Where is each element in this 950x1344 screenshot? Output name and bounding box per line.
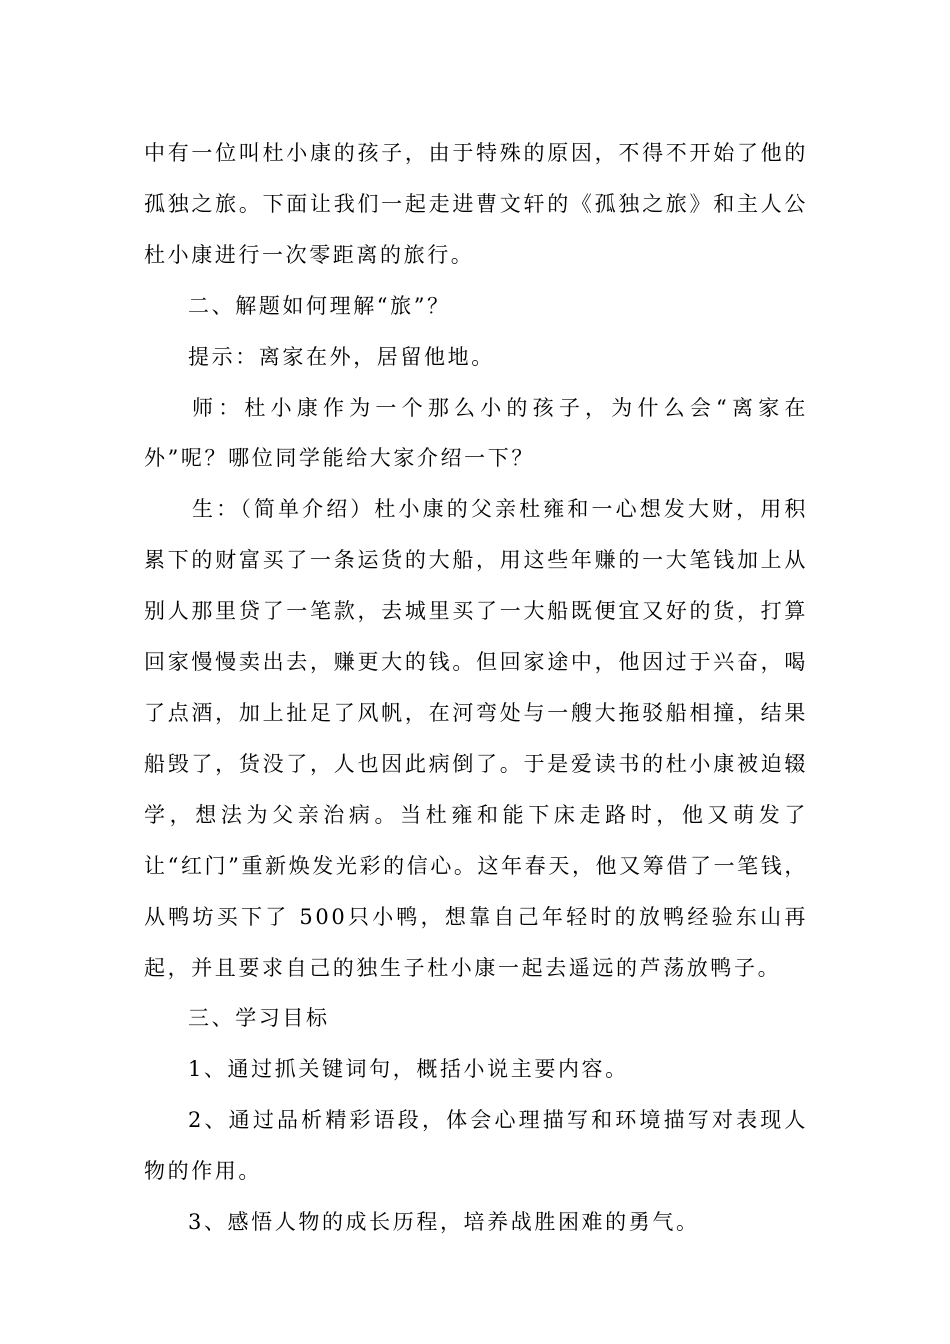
document-body (144, 128, 808, 1248)
paragraph-intro: 中有一位叫杜小康的孩子，由于特殊的原因，不得不开始了他的孤独之旅。下面让我们一起走进曹文轩的《孤独之旅》和主人公杜小康进行一次零距离的旅行。 (144, 141, 808, 267)
learning-goal-3: 3、感悟人物的成长历程，培养战胜困难的勇气。 (188, 1210, 700, 1235)
section-heading-learning-goals: 三、学习目标 (188, 1006, 330, 1031)
paragraph-hint: 提示：离家在外，居留他地。 (188, 344, 495, 369)
learning-goal-2: 2、通过品析精彩语段，体会心理描写和环境描写对表现人物的作用。 (144, 1108, 808, 1184)
learning-goal-1: 1、通过抓关键词句，概括小说主要内容。 (188, 1057, 629, 1082)
paragraph-student-answer: 生：（简单介绍）杜小康的父亲杜雍和一心想发大财，用积累下的财富买了一条运货的大船，用这些年赚的一大笔钱加上从别人那里贷了一笔款，去城里买了一大船既便宜又好的货，打算回家慢慢卖出去，赚更大的钱。但回家途中，他因过于兴奋，喝了点酒，加上扯足了风帆，在河弯处与一艘大拖驳船相撞，结果船毁了，货没了，人也因此病倒了。于是爱读书的杜小康被迫辍学，想法为父亲治病。当杜雍和能下床走路时，他又萌发了让“红门”重新焕发光彩的信心。这年春天，他又筹借了一笔钱，从鸭坊买下了 500只小鸭，想靠自己年轻时的放鸭经验东山再起，并且要求自己的独生子杜小康一起去遥远的芦荡放鸭子。 (144, 497, 808, 980)
paragraph-teacher-question: 师：杜小康作为一个那么小的孩子，为什么会“离家在外”呢？哪位同学能给大家介绍一下？ (144, 395, 808, 471)
section-heading-title-analysis: 二、解题如何理解“旅”？ (188, 293, 451, 318)
